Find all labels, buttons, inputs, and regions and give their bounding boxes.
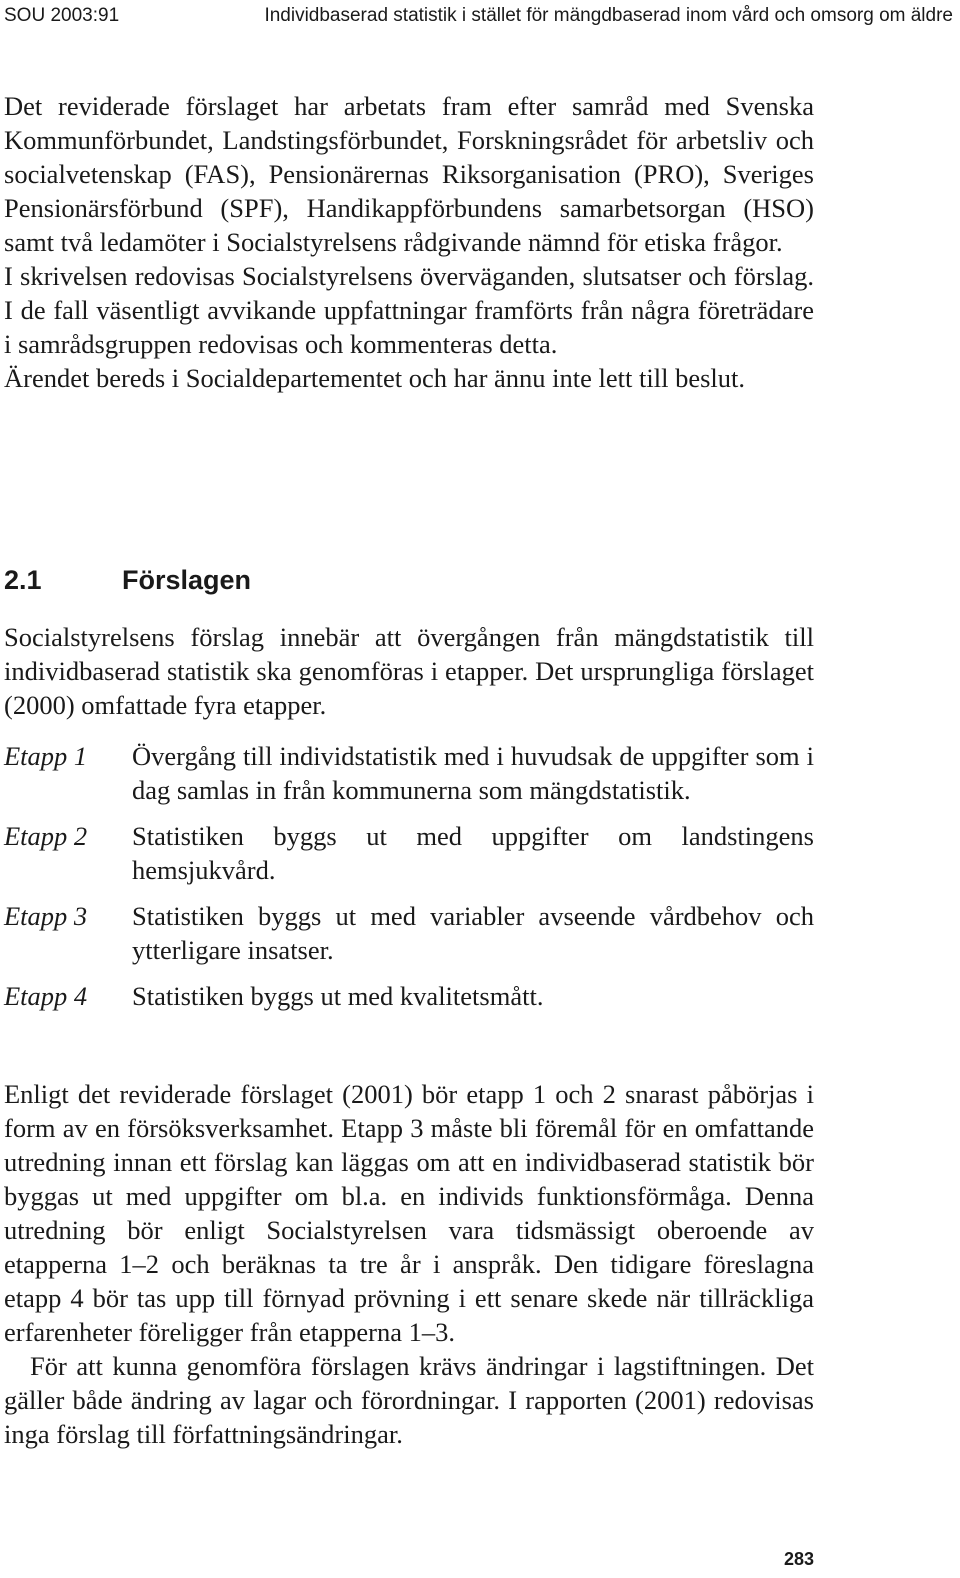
section-intro-paragraph: Socialstyrelsens förslag innebär att övergången från mängdstatistik till individbaserad statistik ska genomföras i etapper. Det ursprungliga förslaget (2000) omfattade fyra etapper. — [4, 622, 814, 720]
running-title: Individbaserad statistik i stället för mängdbaserad inom vård och omsorg om äldre — [264, 5, 953, 26]
stage-label: Etapp 1 — [4, 741, 88, 771]
stage-label: Etapp 4 — [4, 981, 88, 1011]
intro-paragraph-1: Det reviderade förslaget har arbetats fram efter samråd med Svenska Kommunförbundet, Landstingsförbundet, Forskningsrådet för arbetsliv och socialvetenskap (FAS), Pensionärernas Riksorganisation (PRO), Sveriges Pensionärsförbund (SPF), Handikappförbundens samarbetsorgan (HSO) samt två ledamöter i Socialstyrelsens rådgivande nämnd för etiska frågor. — [4, 91, 814, 257]
stage-text: Övergång till individstatistik med i huvudsak de uppgifter som i dag samlas in från kommunerna som mängdstatistik. — [132, 741, 814, 805]
stage-list — [4, 739, 814, 1025]
stage-text: Statistiken byggs ut med uppgifter om landstingens hemsjukvård. — [132, 821, 814, 885]
stage-item — [4, 819, 814, 887]
intro-paragraph-3: Ärendet bereds i Socialdepartementet och har ännu inte lett till beslut. — [4, 363, 746, 393]
intro-text — [4, 89, 814, 395]
closing-text — [4, 1077, 814, 1451]
closing-paragraph-1: Enligt det reviderade förslaget (2001) bör etapp 1 och 2 snarast påbörjas i form av en försöksverksamhet. Etapp 3 måste bli föremål för en omfattande utredning innan ett förslag kan läggas om att en individbaserad statistik bör byggas ut med uppgifter om bl.a. en individs funktionsförmåga. Denna utredning bör enligt Socialstyrelsen vara tidsmässigt oberoende av etapperna 1–2 och beräknas ta tre år i anspråk. Den tidigare föreslagna etapp 4 bör tas upp till förnyad prövning i ett senare skede när tillräckliga erfarenheter föreligger från etapperna 1–3. — [4, 1079, 814, 1347]
section-heading — [4, 560, 251, 600]
closing-paragraph-2: För att kunna genomföra förslagen krävs ändringar i lagstiftningen. Det gäller både ändring av lagar och förordningar. I rapporten (2001) redovisas inga förslag till författningsändringar. — [4, 1351, 814, 1449]
stage-label: Etapp 3 — [4, 901, 88, 931]
page-header — [0, 3, 953, 29]
page-number: 283 — [783, 1549, 814, 1569]
stage-item — [4, 979, 814, 1013]
stage-item — [4, 899, 814, 967]
document-id: SOU 2003:91 — [4, 5, 120, 26]
stage-text: Statistiken byggs ut med kvalitetsmått. — [132, 981, 544, 1011]
stage-text: Statistiken byggs ut med variabler avseende vårdbehov och ytterligare insatser. — [132, 901, 814, 965]
stage-item — [4, 739, 814, 807]
section-intro — [4, 620, 814, 722]
section-number: 2.1 — [4, 565, 42, 595]
section-title: Förslagen — [122, 565, 252, 595]
stage-label: Etapp 2 — [4, 821, 88, 851]
intro-paragraph-2: I skrivelsen redovisas Socialstyrelsens överväganden, slutsatser och förslag. I de fall väsentligt avvikande uppfattningar framförts från några företrädare i samrådsgruppen redovisas och kommenteras detta. — [4, 261, 814, 359]
